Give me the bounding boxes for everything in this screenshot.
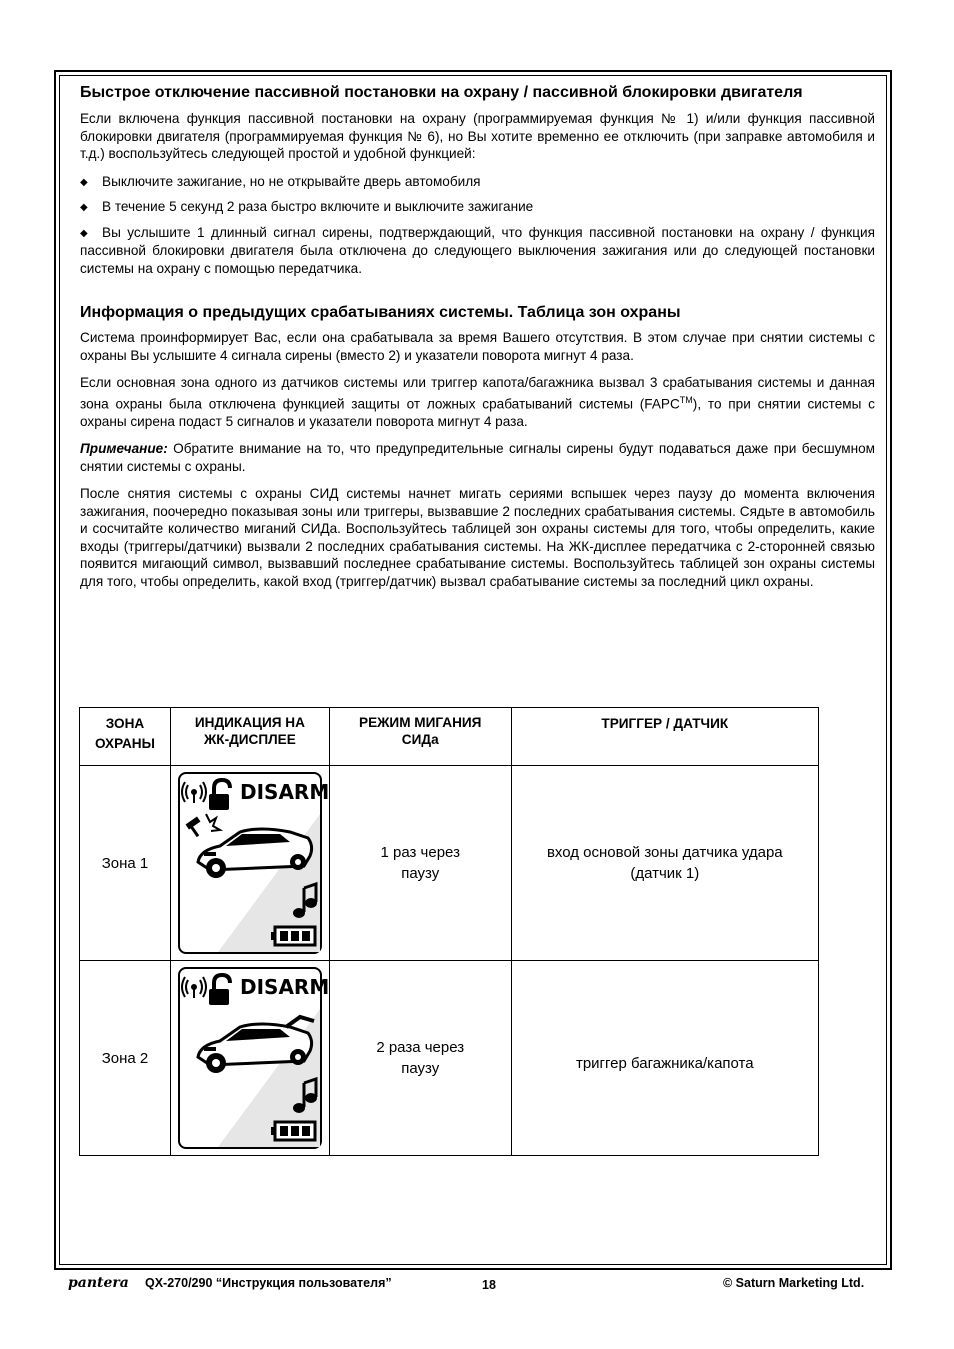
section1-intro: Если включена функция пассивной постановки на охрану (программируемая функция № 1) и/или функция пассивной блокировки двигателя (программируемая функция № 6), но Вы хотите временно ее отключить (при заправке автомобиля и т.д.) воспользуйтесь следующей простой и удобной функцией: — [80, 111, 875, 161]
section2-title: Информация о предыдущих срабатываниях системы. Таблица зон охраны — [80, 304, 681, 321]
section2-paragraph-1: Система проинформирует Вас, если она срабатывала за время Вашего отсутствия. В этом случае при снятии системы с охраны Вы услышите 4 сигнала сирены (вместо 2) и указатели поворота мигнут 4 раза. — [80, 330, 875, 363]
table-row — [80, 766, 819, 961]
section2-note: Примечание: Обратите внимание на то, что предупредительные сигналы сирены будут подаваться даже при бесшумном снятии системы с охраны. — [80, 441, 875, 474]
trigger-cell: триггер багажника/капота — [511, 961, 818, 1156]
lcd-status-text: DISARM — [239, 975, 330, 999]
lcd-cell — [170, 766, 329, 961]
page-number: 18 — [482, 1278, 496, 1292]
footer-copyright: © Saturn Marketing Ltd. — [723, 1276, 865, 1290]
list-item: ◆ Вы услышите 1 длинный сигнал сирены, подтверждающий, что функция пассивной постановки на охрану / функция пассивной блокировки двигателя была отключена до следующего выключения зажигания или до следующей постановки системы на охрану с помощью передатчика. — [80, 224, 875, 276]
lcd-display-graphic — [180, 774, 330, 952]
car-with-open-trunk-icon — [198, 1017, 314, 1073]
header-trigger: ТРИГГЕР / ДАТЧИК — [511, 708, 818, 766]
section1-title: Быстрое отключение пассивной постановки на охрану / пассивной блокировки двигателя — [80, 84, 803, 101]
lcd-status-text: DISARM — [239, 780, 330, 804]
zone-cell: Зона 2 — [80, 961, 171, 1156]
lcd-display-graphic — [180, 969, 330, 1147]
lcd-cell — [170, 961, 329, 1156]
section2-paragraph-3: После снятия системы с охраны СИД системы начнет мигать сериями вспышек через паузу до момента включения зажигания, поочередно показывая зоны или триггеры, вызвавшие 2 последних срабатывания системы. Сядьте в автомобиль и сосчитайте количество миганий СИДа. Воспользуйтесь таблицей зон охраны системы для того, чтобы определить, какие входы (триггеры/датчики) вызвали 2 последних срабатывания системы. На ЖК-дисплее передатчика с 2-сторонней связью появится мигающий символ, вызвавший последнее срабатывание системы. Воспользуйтесь таблицей зон охраны системы для того, чтобы определить, какой вход (триггер/датчик) вызвал срабатывание системы за последний цикл охраны. — [80, 486, 875, 589]
list-item: ◆ Выключите зажигание, но не открывайте дверь автомобиля — [80, 173, 875, 192]
header-lcd: ИНДИКАЦИЯ НА ЖК-ДИСПЛЕЕ — [170, 708, 329, 766]
zone-cell: Зона 1 — [80, 766, 171, 961]
unlocked-padlock-icon — [209, 780, 230, 810]
lcd-display-image — [178, 967, 330, 1149]
diamond-bullet-icon: ◆ — [80, 176, 88, 188]
section1-bullet-list — [80, 173, 875, 278]
diamond-bullet-icon: ◆ — [80, 202, 88, 213]
trademark-superscript: TM — [679, 394, 693, 405]
table-header-row — [80, 708, 819, 766]
blink-mode-cell: 1 раз через паузу — [329, 766, 511, 961]
header-zone: ЗОНА ОХРАНЫ — [80, 708, 171, 766]
battery-icon — [271, 927, 315, 945]
note-label: Примечание: — [80, 441, 168, 457]
table-row — [80, 961, 819, 1156]
hammer-shock-icon — [185, 814, 219, 837]
unlocked-padlock-icon — [209, 975, 230, 1005]
section2-paragraph-2: Если основная зона одного из датчиков системы или триггер капота/багажника вызвал 3 срабатывания системы и данная зона охраны была отключена функцией защиты от ложных срабатываний системы (FAPC™), то при снятии системы с охраны сирена подаст 5 сигналов и указатели поворота мигнут 4 раза. — [80, 375, 875, 429]
battery-icon — [271, 1122, 315, 1140]
diamond-bullet-icon: ◆ — [80, 227, 88, 239]
pantera-logo: pantera — [68, 1275, 129, 1291]
blink-mode-cell: 2 раза через паузу — [329, 961, 511, 1156]
antenna-icon — [182, 782, 206, 803]
footer-title: QX-270/290 “Инструкция пользователя” — [145, 1276, 392, 1290]
page-content — [80, 83, 875, 600]
lcd-display-image — [178, 772, 330, 954]
list-item: ◆ В течение 5 секунд 2 раза быстро включите и выключите зажигание — [80, 198, 875, 217]
antenna-icon — [182, 977, 206, 998]
header-blink-mode: РЕЖИМ МИГАНИЯ СИДа — [329, 708, 511, 766]
trigger-cell: вход основой зоны датчика удара (датчик 1) — [511, 766, 818, 961]
security-zone-table — [79, 707, 819, 1156]
